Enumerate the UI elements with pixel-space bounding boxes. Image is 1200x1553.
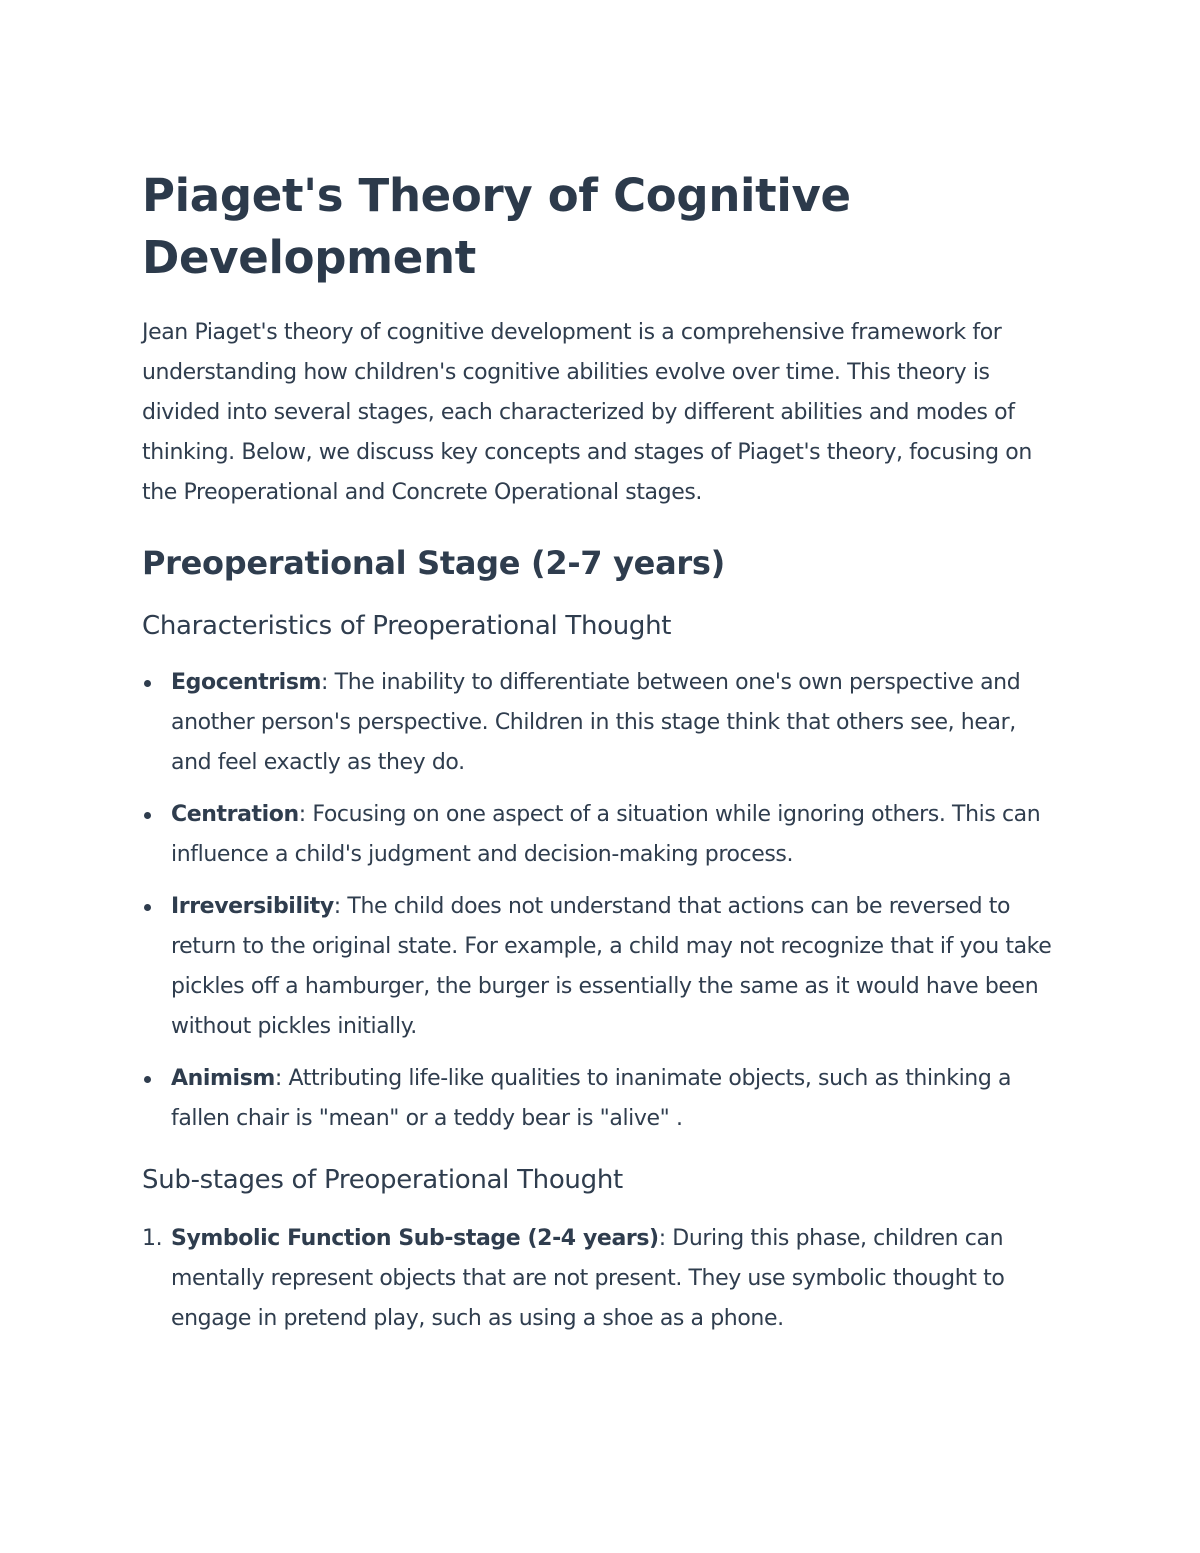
bullet-icon — [144, 812, 151, 819]
term-description: : Attributing life-like qualities to inanimate objects, such as thinking a fallen chair is "mean" or a teddy bear is "alive" . — [171, 1066, 1012, 1131]
characteristics-list — [142, 663, 1062, 1139]
term-description: : Focusing on one aspect of a situation while ignoring others. This can influence a child's judgment and decision-making process. — [171, 802, 1041, 867]
bullet-icon — [144, 680, 151, 687]
list-item-symbolic-function — [142, 1219, 1062, 1339]
subheading-characteristics: Characteristics of Preoperational Thought — [142, 611, 672, 641]
list-item-centration — [142, 795, 1062, 875]
term-label: Centration — [171, 802, 299, 827]
section-heading-preoperational: Preoperational Stage (2-7 years) — [142, 544, 725, 582]
term-label: Animism — [171, 1066, 275, 1091]
list-number: 1. — [142, 1226, 163, 1251]
term-description: : During this phase, children can mentally represent objects that are not present. They use symbolic thought to engage in pretend play, such as using a shoe as a phone. — [171, 1226, 1005, 1331]
document-page — [142, 165, 1062, 1351]
list-item-irreversibility — [142, 887, 1062, 1047]
list-item-egocentrism — [142, 663, 1062, 783]
term-description: : The inability to differentiate between one's own perspective and another person's perspective. Children in this stage think that others see, hear, and feel exactly as they do. — [171, 670, 1021, 775]
term-label: Symbolic Function Sub-stage (2-4 years) — [171, 1226, 659, 1251]
bullet-icon — [144, 904, 151, 911]
bullet-icon — [144, 1076, 151, 1083]
term-description: : The child does not understand that actions can be reversed to return to the original state. For example, a child may not recognize that if you take pickles off a hamburger, the burger is essentially the same as it would have been without pickles initially. — [171, 894, 1052, 1039]
subheading-substages: Sub-stages of Preoperational Thought — [142, 1165, 623, 1195]
list-item-animism — [142, 1059, 1062, 1139]
substages-list — [142, 1219, 1062, 1339]
intro-paragraph: Jean Piaget's theory of cognitive development is a comprehensive framework for understanding how children's cognitive abilities evolve over time. This theory is divided into several stages, each characterized by different abilities and modes of thinking. Below, we discuss key concepts and stages of Piaget's theory, focusing on the Preoperational and Concrete Operational stages. — [142, 320, 1032, 505]
term-label: Egocentrism — [171, 670, 322, 695]
term-label: Irreversibility — [171, 894, 334, 919]
page-title: Piaget's Theory of Cognitive Development — [142, 169, 851, 284]
